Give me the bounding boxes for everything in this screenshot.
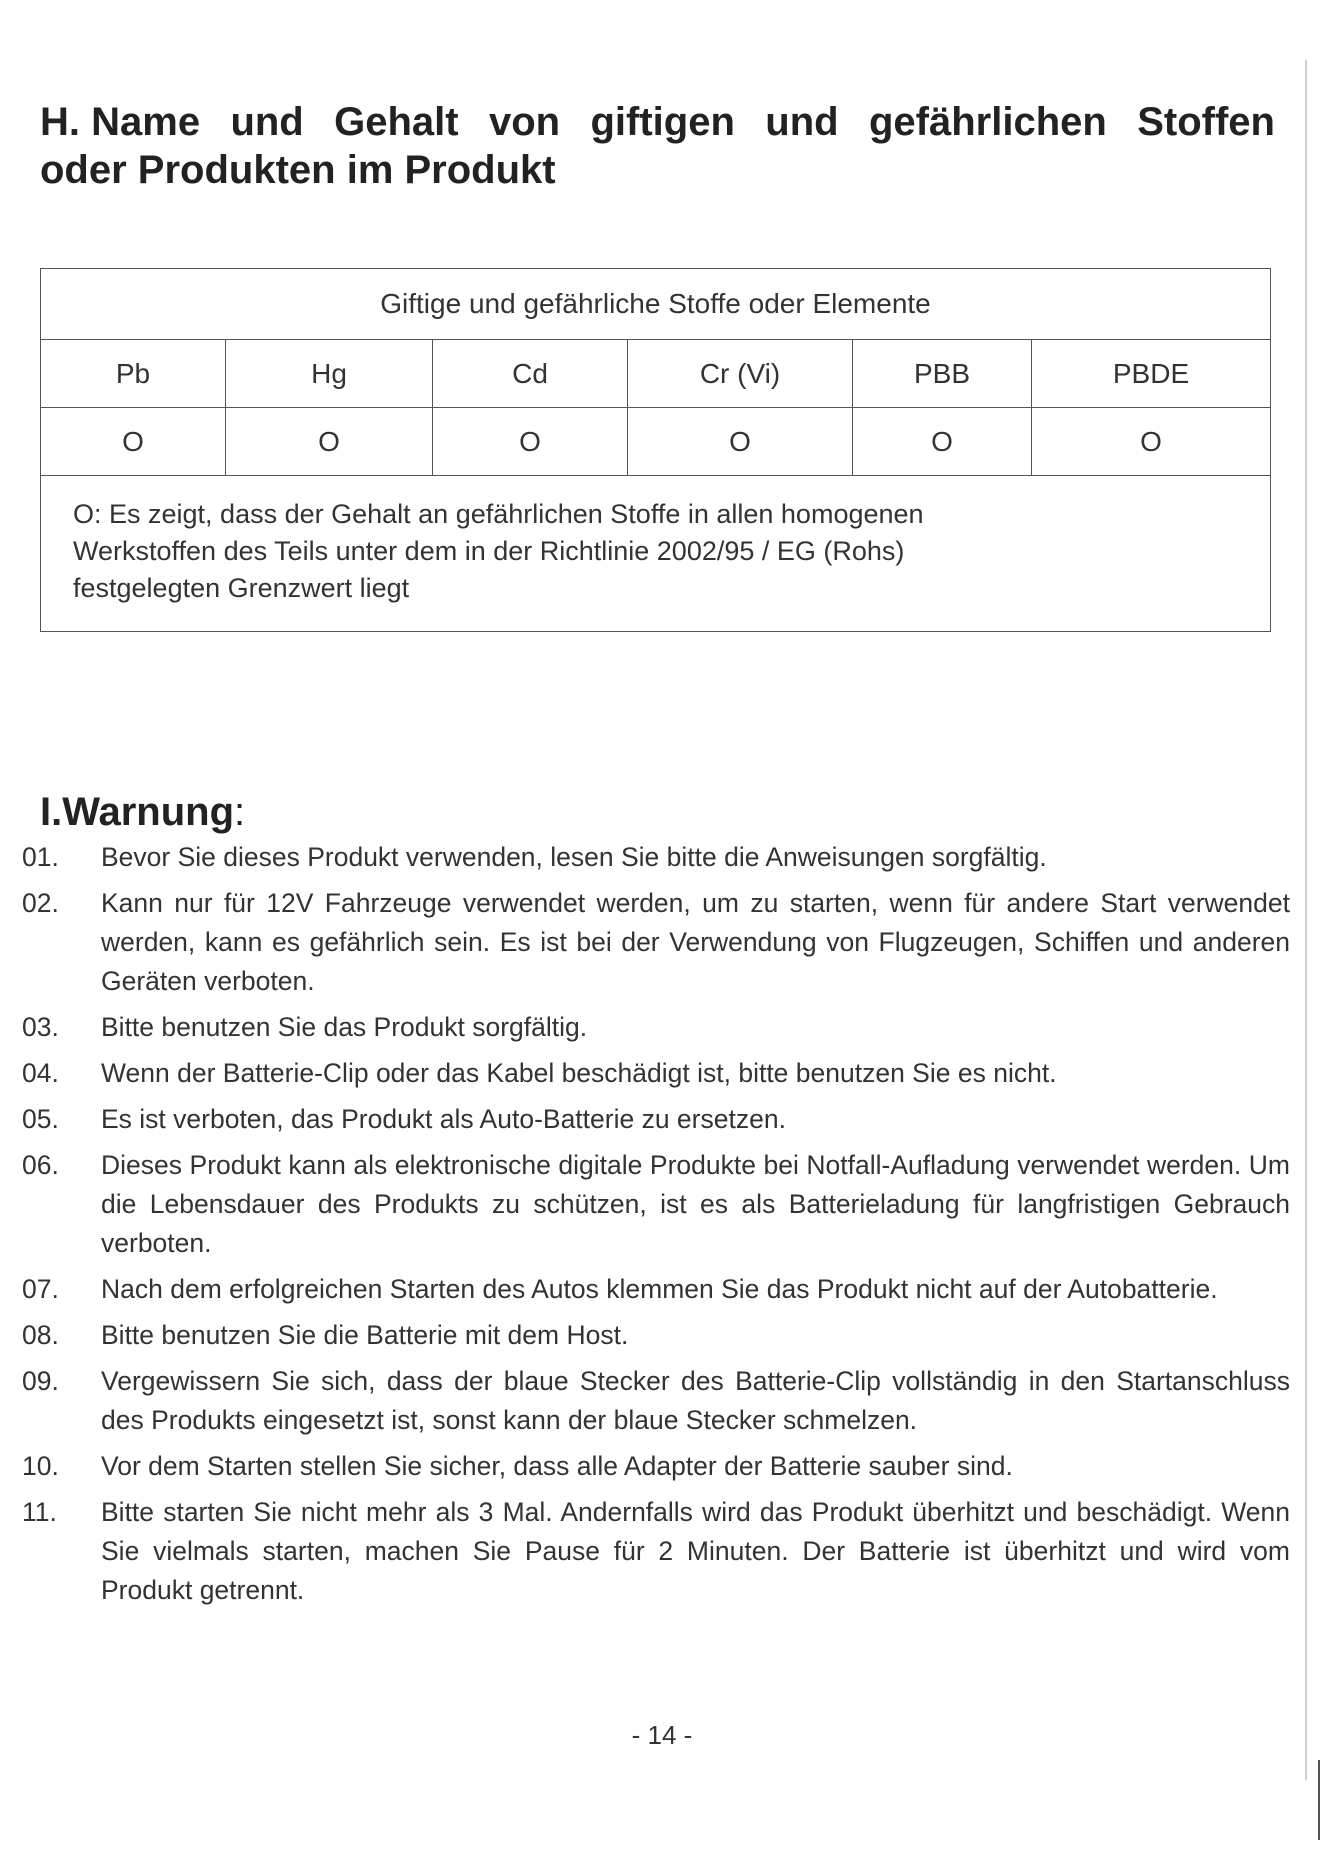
list-item <box>0 1008 1290 1047</box>
item-number: 08. <box>22 1320 59 1350</box>
item-text: Vor dem Starten stellen Sie sicher, dass alle Adapter der Batterie sauber sind. <box>101 1451 1013 1481</box>
table-row <box>41 340 1271 408</box>
title-word: giftigen <box>590 100 735 144</box>
warning-title <box>40 790 245 835</box>
item-text: Es ist verboten, das Produkt als Auto-Batterie zu ersetzen. <box>101 1104 786 1134</box>
table-note-cell <box>41 476 1271 632</box>
list-item <box>0 838 1290 877</box>
title-word: von <box>488 100 561 144</box>
list-item <box>0 1316 1290 1355</box>
list-item <box>0 1447 1290 1486</box>
warning-title-colon: : <box>234 790 246 834</box>
table-cell-cd: Cd <box>433 340 628 408</box>
table-cell-cr: Cr (Vi) <box>628 340 853 408</box>
item-number: 01. <box>22 842 59 872</box>
item-number: 04. <box>22 1058 59 1088</box>
item-number: 09. <box>22 1366 59 1396</box>
title-word: H. Name <box>40 100 201 144</box>
table-value-cell: O <box>433 408 628 476</box>
section-h-title <box>40 98 1275 194</box>
item-text: Bitte benutzen Sie die Batterie mit dem Host. <box>101 1320 629 1350</box>
item-text: Nach dem erfolgreichen Starten des Autos klemmen Sie das Produkt nicht auf der Autobatterie. <box>101 1274 1218 1304</box>
table-cell-pbde: PBDE <box>1032 340 1271 408</box>
page-number: - 14 - <box>631 1720 693 1750</box>
warning-title-text: I.Warnung <box>40 790 235 834</box>
table-value-cell: O <box>853 408 1032 476</box>
table-cell-pb: Pb <box>41 340 226 408</box>
list-item <box>0 1493 1290 1610</box>
table-header-cell: Giftige und gefährliche Stoffe oder Elemente <box>41 269 1271 340</box>
item-number: 06. <box>22 1150 59 1180</box>
page-edge-mark <box>1318 1760 1320 1840</box>
list-item <box>0 1100 1290 1139</box>
table-value-cell: O <box>628 408 853 476</box>
section-h-title-line2: oder Produkten im Produkt <box>40 148 556 192</box>
table-cell-pbb: PBB <box>853 340 1032 408</box>
item-number: 10. <box>22 1451 59 1481</box>
table-note-row <box>41 476 1271 632</box>
title-word: Stoffen <box>1137 100 1275 144</box>
note-line: O: Es zeigt, dass der Gehalt an gefährlichen Stoffe in allen homogenen <box>73 499 924 529</box>
table-value-cell: O <box>41 408 226 476</box>
item-text: Vergewissern Sie sich, dass der blaue Stecker des Batterie-Clip vollständig in den Startanschluss des Produkts eingesetzt ist, sonst kann der blaue Stecker schmelzen. <box>101 1366 1290 1435</box>
table-value-cell: O <box>226 408 433 476</box>
table-header-row <box>41 269 1271 340</box>
item-number: 07. <box>22 1274 59 1304</box>
page-edge-line <box>1305 60 1307 1780</box>
section-h-title-line1 <box>40 98 1275 146</box>
item-text: Dieses Produkt kann als elektronische digitale Produkte bei Notfall-Aufladung verwendet werden. Um die Lebensdauer des Produkts zu schützen, ist es als Batterieladung für langfristigen Gebrauch verboten. <box>101 1150 1290 1258</box>
list-item <box>0 1270 1290 1309</box>
item-text: Bevor Sie dieses Produkt verwenden, lesen Sie bitte die Anweisungen sorgfältig. <box>101 842 1047 872</box>
item-text: Wenn der Batterie-Clip oder das Kabel beschädigt ist, bitte benutzen Sie es nicht. <box>101 1058 1057 1088</box>
note-line: festgelegten Grenzwert liegt <box>73 573 410 603</box>
list-item <box>0 884 1290 1001</box>
table-value-cell: O <box>1032 408 1271 476</box>
title-word: und <box>230 100 304 144</box>
list-item <box>0 1054 1290 1093</box>
item-number: 02. <box>22 888 59 918</box>
list-item <box>0 1146 1290 1263</box>
table-cell-hg: Hg <box>226 340 433 408</box>
table-row <box>41 408 1271 476</box>
warning-list <box>0 838 1290 1617</box>
note-line: Werkstoffen des Teils unter dem in der Richtlinie 2002/95 / EG (Rohs) <box>73 536 905 566</box>
item-text: Kann nur für 12V Fahrzeuge verwendet werden, um zu starten, wenn für andere Start verwendet werden, kann es gefährlich sein. Es ist bei der Verwendung von Flugzeugen, Schiffen und anderen Geräten verboten. <box>101 888 1290 996</box>
title-word: gefährlichen <box>868 100 1107 144</box>
item-number: 05. <box>22 1104 59 1134</box>
item-text: Bitte benutzen Sie das Produkt sorgfältig. <box>101 1012 588 1042</box>
title-word: und <box>765 100 839 144</box>
hazardous-substances-table <box>40 268 1271 632</box>
list-item <box>0 1362 1290 1440</box>
title-word: Gehalt <box>334 100 459 144</box>
item-number: 03. <box>22 1012 59 1042</box>
item-text: Bitte starten Sie nicht mehr als 3 Mal. Andernfalls wird das Produkt überhitzt und beschädigt. Wenn Sie vielmals starten, machen Sie Pause für 2 Minuten. Der Batterie ist überhitzt und wird vom Produkt getrennt. <box>101 1497 1290 1605</box>
item-number: 11. <box>22 1497 57 1527</box>
